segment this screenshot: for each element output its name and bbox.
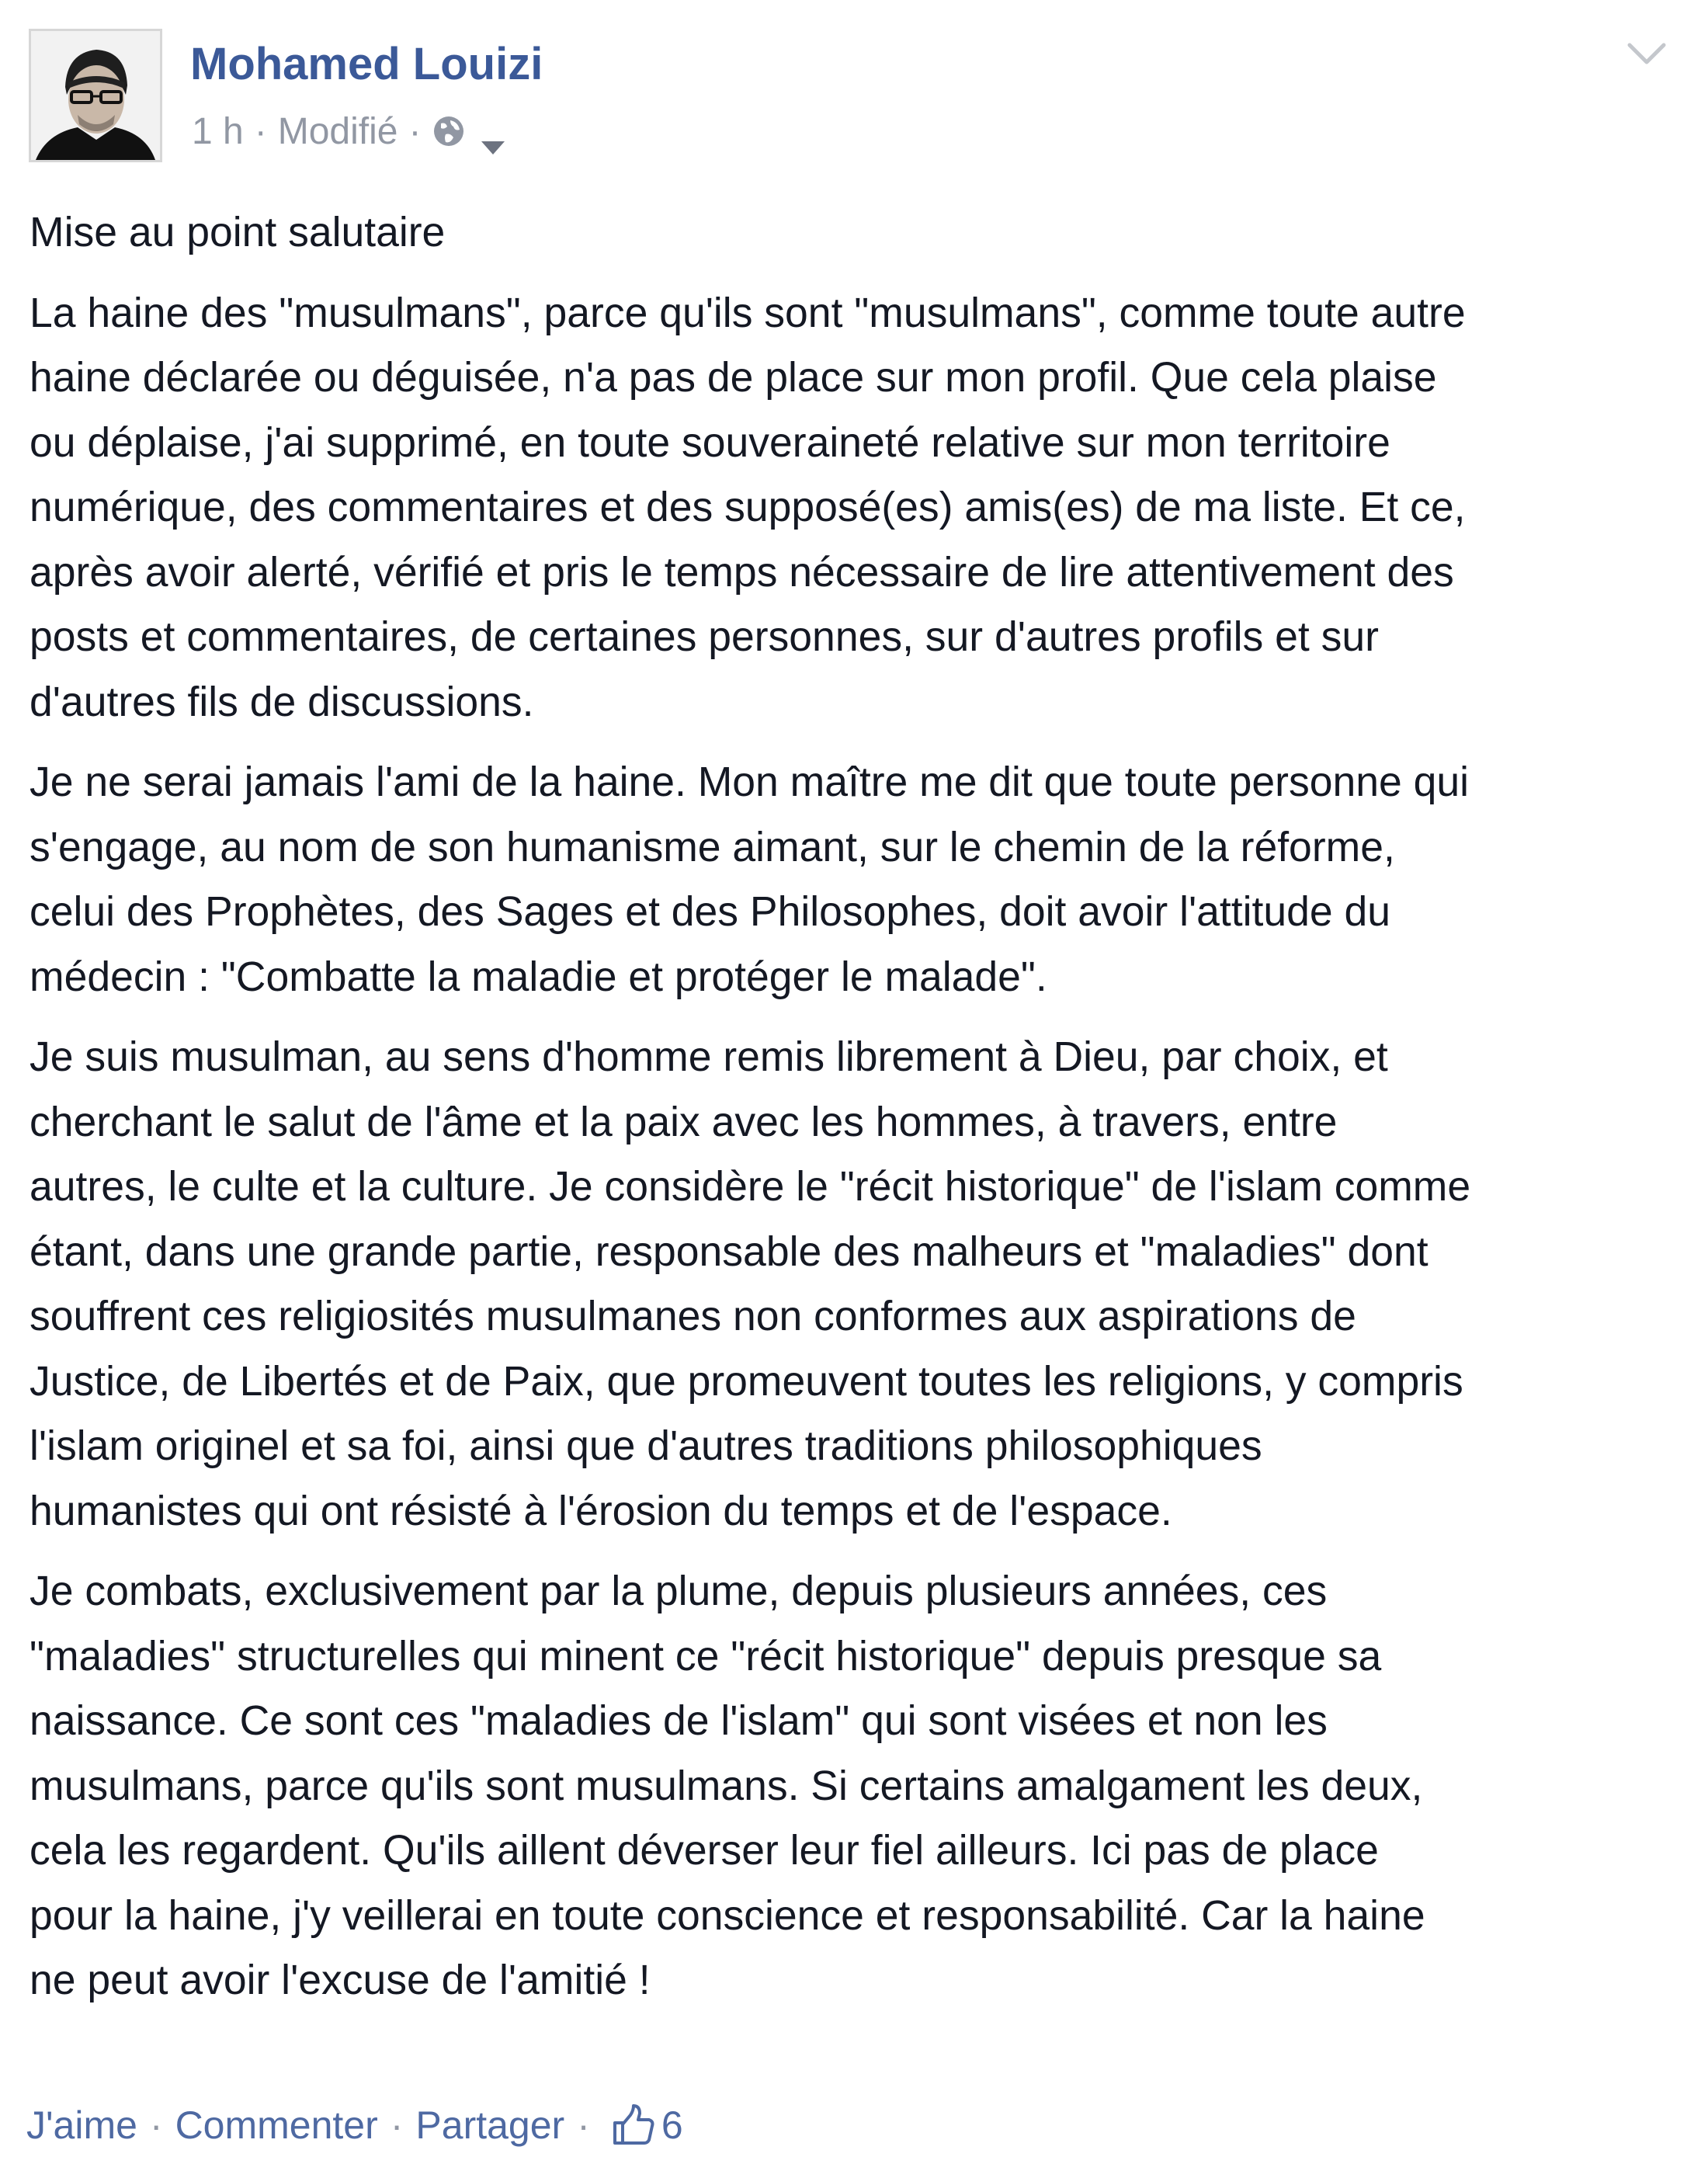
globe-icon (432, 114, 466, 148)
post-text-line: musulmans, parce qu'ils sont musulmans. Si certains amalgament les deux, (30, 1763, 1423, 1809)
author-avatar[interactable] (29, 29, 162, 162)
post-text-line: pour la haine, j'y veillerai en toute conscience et responsabilité. Car la haine (30, 1892, 1425, 1939)
action-separator: · (149, 2103, 163, 2147)
post-text-line: Je ne serai jamais l'ami de la haine. Mon maître me dit que toute personne qui (30, 759, 1470, 805)
post-text-line: Je suis musulman, au sens d'homme remis librement à Dieu, par choix, et (30, 1034, 1388, 1080)
post-paragraph (30, 1025, 1691, 1544)
caret-down-icon[interactable] (480, 123, 506, 140)
post-paragraph (30, 1559, 1691, 2013)
post-text-line: numérique, des commentaires et des supposé(es) amis(es) de ma liste. Et ce, (30, 485, 1466, 530)
author-name[interactable]: Mohamed Louizi (190, 39, 543, 89)
post-text-line: humanistes qui ont résisté à l'érosion du temps et de l'espace. (30, 1488, 1172, 1534)
post-actions (26, 2098, 683, 2152)
post-text-line: autres, le culte et la culture. Je considère le "récit historique" de l'islam comme (30, 1164, 1471, 1210)
post-text-line: "maladies" structurelles qui minent ce "récit historique" depuis presque sa (30, 1633, 1382, 1679)
like-count[interactable]: 6 (661, 2103, 683, 2147)
thumbs-up-icon[interactable] (610, 2103, 655, 2148)
post-meta (192, 106, 506, 157)
post-paragraph (30, 281, 1691, 735)
post-text-line: ou déplaise, j'ai supprimé, en toute souveraineté relative sur mon territoire (30, 419, 1390, 466)
post-text-line: cherchant le salut de l'âme et la paix avec les hommes, à travers, entre (30, 1099, 1338, 1145)
post-text-line: d'autres fils de discussions. (30, 679, 534, 725)
edited-label[interactable]: Modifié (277, 110, 398, 152)
post-timestamp[interactable]: 1 h (192, 110, 244, 152)
post-text-line: Justice, de Libertés et de Paix, que promeuvent toutes les religions, y compris (30, 1358, 1463, 1405)
action-separator: · (577, 2103, 590, 2147)
chevron-down-icon[interactable] (1626, 40, 1667, 67)
post-text-line: s'engage, au nom de son humanisme aimant, sur le chemin de la réforme, (30, 824, 1395, 870)
meta-separator: · (254, 110, 267, 152)
meta-separator: · (408, 110, 422, 152)
post-paragraph (30, 200, 1691, 266)
post-text-line: l'islam originel et sa foi, ainsi que d'autres traditions philosophiques (30, 1423, 1262, 1469)
post-text-line: haine déclarée ou déguisée, n'a pas de place sur mon profil. Que cela plaise (30, 355, 1437, 401)
profile-photo (31, 31, 160, 160)
post-text-line: souffrent ces religiosités musulmanes non conformes aux aspirations de (30, 1294, 1356, 1339)
post-text-line: celui des Prophètes, des Sages et des Philosophes, doit avoir l'attitude du (30, 889, 1391, 935)
post-paragraph (30, 750, 1691, 1009)
comment-link[interactable]: Commenter (175, 2103, 378, 2147)
post-text-line: Mise au point salutaire (30, 210, 446, 255)
post-text-line: naissance. Ce sont ces "maladies de l'islam" qui sont visées et non les (30, 1698, 1328, 1744)
post-text-line: La haine des "musulmans", parce qu'ils sont "musulmans", comme toute autre (30, 290, 1466, 336)
action-separator: · (390, 2103, 404, 2147)
post-text-line: ne peut avoir l'excuse de l'amitié ! (30, 1957, 651, 2003)
post-text-line: Je combats, exclusivement par la plume, depuis plusieurs années, ces (30, 1568, 1328, 1614)
post-text-line: cela les regardent. Qu'ils aillent déverser leur fiel ailleurs. Ici pas de place (30, 1828, 1379, 1874)
post-text-line: après avoir alerté, vérifié et pris le temps nécessaire de lire attentivement des (30, 549, 1454, 596)
post-text-line: médecin : "Combatte la maladie et protéger le malade". (30, 953, 1047, 1000)
like-link[interactable]: J'aime (26, 2103, 137, 2147)
post-text-line: posts et commentaires, de certaines personnes, sur d'autres profils et sur (30, 614, 1379, 660)
post-body (30, 200, 1691, 2029)
share-link[interactable]: Partager (415, 2103, 565, 2147)
post-text-line: étant, dans une grande partie, responsable des malheurs et "maladies" dont (30, 1228, 1429, 1275)
